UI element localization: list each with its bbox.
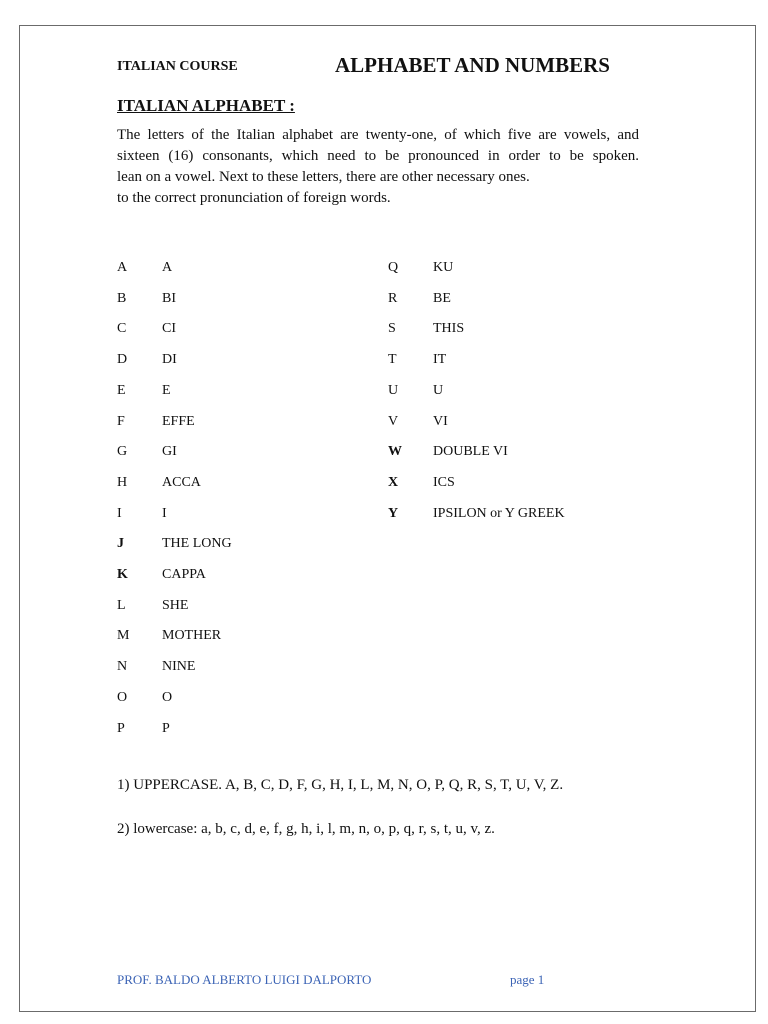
intro-line: The letters of the Italian alphabet are twenty-one, of which five are vowels, and xyxy=(117,127,639,143)
alphabet-letter-name: MOTHER xyxy=(162,628,222,644)
alphabet-letter: Q xyxy=(388,260,399,275)
alphabet-letter-name: DI xyxy=(162,352,177,368)
alphabet-letter: P xyxy=(117,720,125,736)
intro-line: sixteen (16) consonants, which need to be pronounced in order to be spoken. xyxy=(117,148,639,164)
alphabet-letter-name: KU xyxy=(433,260,454,275)
alphabet-letter: A xyxy=(117,260,128,275)
alphabet-letter-name: U xyxy=(433,382,444,398)
alphabet-letter: M xyxy=(117,628,130,644)
alphabet-letter-name: ICS xyxy=(433,474,455,490)
alphabet-letter: D xyxy=(117,352,128,368)
alphabet-letter-name: O xyxy=(162,689,173,705)
alphabet-letter-name: THE LONG xyxy=(162,536,232,552)
course-label: ITALIAN COURSE xyxy=(117,59,238,74)
alphabet-letter: R xyxy=(388,290,398,306)
alphabet-letter-name: GI xyxy=(162,444,177,460)
alphabet-letter: V xyxy=(388,413,399,429)
alphabet-letter-name: CAPPA xyxy=(162,567,206,582)
alphabet-letter: N xyxy=(117,659,128,675)
alphabet-letter-name: THIS xyxy=(433,321,465,337)
alphabet-letter-name: CI xyxy=(162,321,176,337)
alphabet-letter-name: P xyxy=(162,720,170,736)
alphabet-letter: O xyxy=(117,689,128,705)
alphabet-letter: K xyxy=(117,567,128,582)
alphabet-letter-name: EFFE xyxy=(162,413,195,429)
footer-page-number: page 1 xyxy=(510,972,545,987)
alphabet-letter-name: IPSILON or Y GREEK xyxy=(433,505,565,521)
alphabet-letter: S xyxy=(388,321,396,337)
alphabet-letter-name: NINE xyxy=(162,659,196,675)
alphabet-letter: I xyxy=(117,505,122,521)
alphabet-letter: T xyxy=(388,352,397,368)
alphabet-letter-name: I xyxy=(162,505,167,521)
alphabet-letter-name: A xyxy=(162,260,173,275)
uppercase-line: 1) UPPERCASE. A, B, C, D, F, G, H, I, L, M, N, O, P, Q, R, S, T, U, V, Z. xyxy=(117,777,564,793)
alphabet-letter-name: VI xyxy=(433,413,448,429)
alphabet-letter: U xyxy=(388,382,399,398)
alphabet-letter: B xyxy=(117,290,127,306)
alphabet-letter: L xyxy=(117,597,126,613)
footer-author: PROF. BALDO ALBERTO LUIGI DALPORTO xyxy=(117,972,372,987)
alphabet-letter-name: BI xyxy=(162,290,176,306)
lowercase-line: 2) lowercase: a, b, c, d, e, f, g, h, i, l, m, n, o, p, q, r, s, t, u, v, z. xyxy=(117,821,495,837)
alphabet-letter: G xyxy=(117,444,128,460)
alphabet-letter-name: DOUBLE VI xyxy=(433,444,508,460)
intro-paragraph xyxy=(117,125,639,209)
intro-line: lean on a vowel. Next to these letters, there are other necessary ones. xyxy=(117,169,530,185)
section-heading: ITALIAN ALPHABET : xyxy=(117,96,295,115)
alphabet-letter-name: ACCA xyxy=(162,474,201,490)
alphabet-letter: H xyxy=(117,474,128,490)
alphabet-letter: F xyxy=(117,413,125,429)
alphabet-letter: E xyxy=(117,382,126,398)
alphabet-letter: X xyxy=(388,474,399,490)
alphabet-letter-name: IT xyxy=(433,352,447,368)
alphabet-letter: J xyxy=(117,536,124,552)
intro-line: to the correct pronunciation of foreign words. xyxy=(117,190,391,206)
alphabet-letter-name: BE xyxy=(433,290,451,306)
alphabet-letter-name: E xyxy=(162,382,171,398)
alphabet-letter: W xyxy=(388,444,402,460)
alphabet-letter: C xyxy=(117,321,127,337)
document-title: ALPHABET AND NUMBERS xyxy=(335,53,610,77)
alphabet-letter-name: SHE xyxy=(162,597,189,613)
alphabet-letter: Y xyxy=(388,505,399,521)
